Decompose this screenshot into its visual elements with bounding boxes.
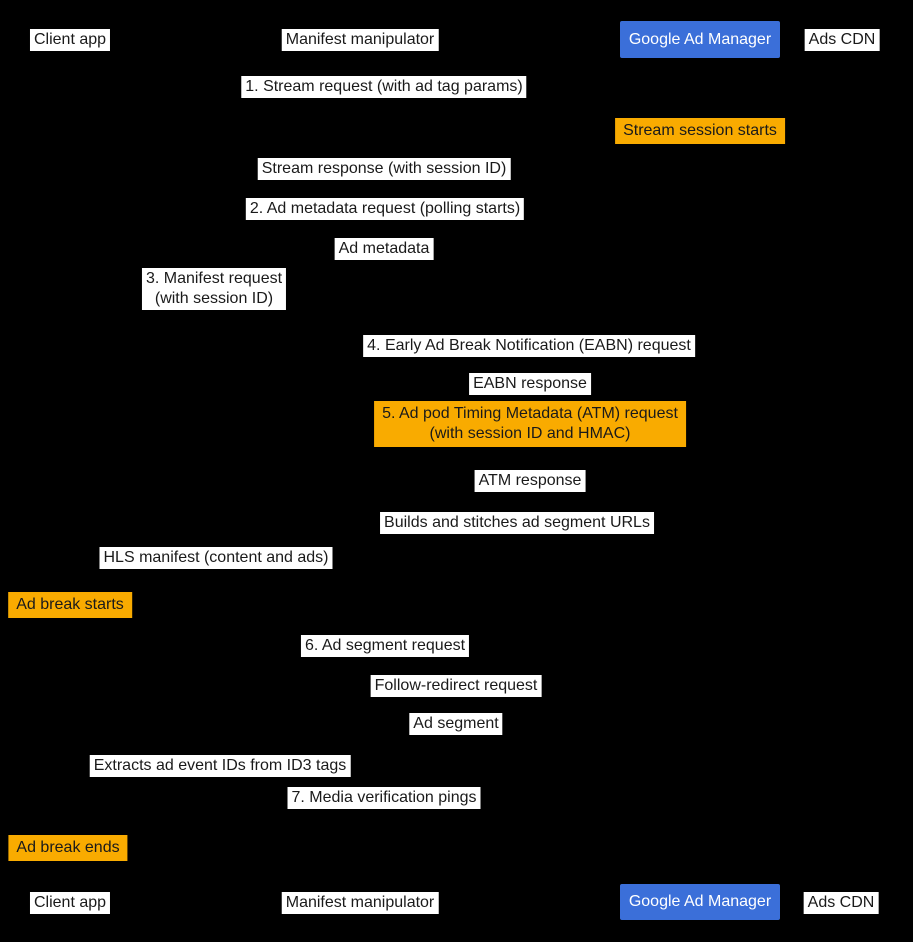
note-atm-request [374, 401, 686, 447]
message-manifest-request-line1: 3. Manifest request [145, 270, 283, 287]
message-follow-redirect-request: Follow-redirect request [371, 675, 542, 697]
message-media-verification-pings: 7. Media verification pings [288, 787, 481, 809]
actor-manifest-manipulator-bottom: Manifest manipulator [282, 892, 439, 914]
message-ad-metadata: Ad metadata [335, 238, 434, 260]
message-eabn-request: 4. Early Ad Break Notification (EABN) request [363, 335, 695, 357]
message-atm-response: ATM response [475, 470, 586, 492]
note-ad-break-starts: Ad break starts [8, 592, 132, 618]
actor-manifest-manipulator-top: Manifest manipulator [282, 29, 439, 51]
message-builds-stitches: Builds and stitches ad segment URLs [380, 512, 654, 534]
message-manifest-request [142, 268, 286, 310]
note-atm-request-line2: (with session ID and HMAC) [429, 425, 631, 442]
actor-google-ad-manager-bottom: Google Ad Manager [620, 884, 780, 920]
message-ad-metadata-request: 2. Ad metadata request (polling starts) [246, 198, 524, 220]
message-manifest-request-line2: (with session ID) [154, 290, 274, 307]
note-ad-break-ends: Ad break ends [8, 835, 127, 861]
message-ad-segment-request: 6. Ad segment request [301, 635, 469, 657]
message-ad-segment: Ad segment [409, 713, 502, 735]
message-stream-request: 1. Stream request (with ad tag params) [241, 76, 526, 98]
actor-ads-cdn-bottom: Ads CDN [804, 892, 879, 914]
actor-ads-cdn-top: Ads CDN [805, 29, 880, 51]
note-stream-session-starts: Stream session starts [615, 118, 785, 144]
message-eabn-response: EABN response [469, 373, 591, 395]
message-stream-response: Stream response (with session ID) [258, 158, 511, 180]
message-extracts-id3: Extracts ad event IDs from ID3 tags [90, 755, 351, 777]
note-atm-request-line1: 5. Ad pod Timing Metadata (ATM) request [382, 405, 678, 422]
actor-client-app-top: Client app [30, 29, 110, 51]
actor-client-app-bottom: Client app [30, 892, 110, 914]
actor-google-ad-manager-top: Google Ad Manager [620, 21, 780, 58]
message-hls-manifest: HLS manifest (content and ads) [99, 547, 332, 569]
